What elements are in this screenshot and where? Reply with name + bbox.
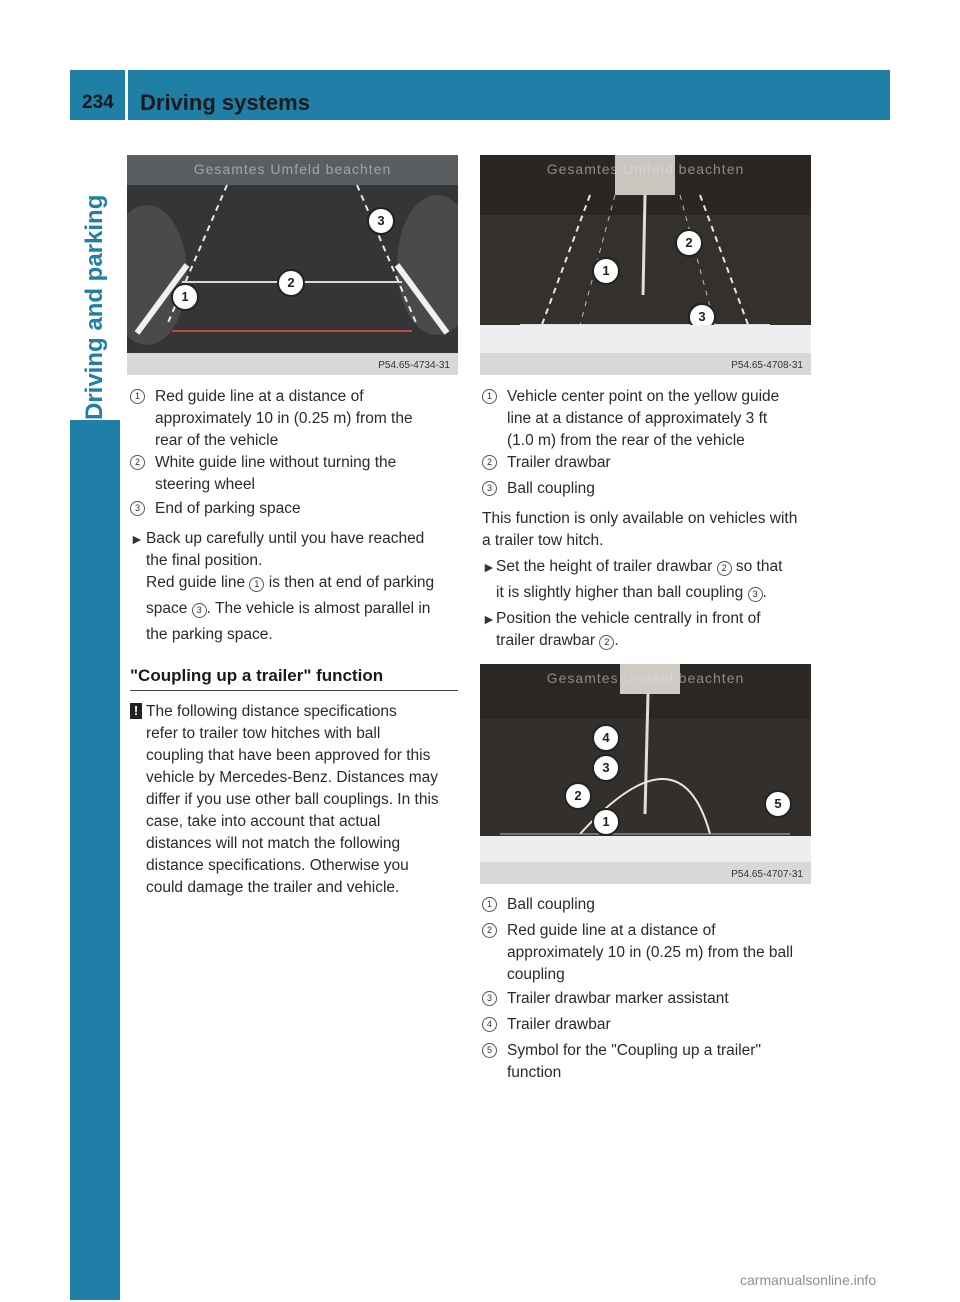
line: Trailer drawbar [507,1016,611,1033]
inline-marker: 3 [192,603,207,618]
marker-3: 3 [688,303,716,331]
item-marker: 2 [482,923,497,938]
page-number: 234 [82,92,114,113]
line: function [507,1064,562,1081]
line: Symbol for the "Coupling up a trailer" [507,1042,761,1059]
marker-3: 3 [592,754,620,782]
left-list-item-1 [130,386,460,452]
camera-toolbar [480,325,811,353]
camera-image-coupling [480,664,811,884]
line: (1.0 m) from the rear of the vehicle [507,432,745,449]
line: Red guide line 1 is then at end of parking [146,574,435,591]
footer-watermark: carmanualsonline.info [740,1272,877,1288]
line: could damage the trailer and vehicle. [146,879,400,896]
marker-2: 2 [564,782,592,810]
parking-guide-lines [127,155,458,375]
line: Vehicle center point on the yellow guide [507,388,780,405]
line: steering wheel [155,476,255,493]
line: the parking space. [146,626,273,643]
camera-toolbar [480,836,811,864]
image-caption: P54.65-4734-31 [378,360,450,371]
marker-1: 1 [592,808,620,836]
line: it is slightly higher than ball coupling 3 . [496,584,767,601]
line: distances will not match the following [146,835,401,852]
inline-marker: 2 [599,635,614,650]
section-heading: "Coupling up a trailer" function [130,666,384,685]
marker-3: 3 [367,207,395,235]
line: Position the vehicle centrally in front of [496,610,761,627]
line: vehicle by Mercedes-Benz. Distances may [146,769,439,786]
marker-2: 2 [675,229,703,257]
line: approximately 10 in (0.25 m) from the [155,410,413,427]
line: the final position. [146,552,263,569]
line: Trailer drawbar [507,454,611,471]
warning-icon: ! [130,703,142,719]
header-separator [125,70,128,120]
line: This function is only available on vehicles with [482,510,798,527]
marker-4: 4 [592,724,620,752]
line: End of parking space [155,500,301,517]
camera-image-parking [127,155,458,375]
item-marker: 3 [130,501,145,516]
marker-2: 2 [277,269,305,297]
side-tab-label: Driving and parking [81,194,108,420]
left-list-item-2 [130,452,460,496]
line: coupling [507,966,565,983]
image-caption-strip [480,353,811,375]
image-overlay-title: Gesamtes Umfeld beachten [193,161,392,177]
line: trailer drawbar 2 . [496,632,619,649]
inline-marker: 1 [249,577,264,592]
right-step-2 [482,608,817,652]
image-overlay-title: Gesamtes Umfeld beachten [546,161,745,177]
line: a trailer tow hitch. [482,532,604,549]
line: line at a distance of approximately 3 ft [507,410,768,427]
line: space 3 . The vehicle is almost parallel in [146,600,431,617]
marker-5: 5 [764,790,792,818]
line: Red guide line at a distance of [507,922,716,939]
line: differ if you use other ball couplings. In this [146,791,439,808]
line: Red guide line at a distance of [155,388,364,405]
right-list1-item-1 [482,386,812,452]
item-marker: 5 [482,1043,497,1058]
marker-1: 1 [171,283,199,311]
item-marker: 2 [130,455,145,470]
right-paragraph [482,508,817,552]
line: approximately 10 in (0.25 m) from the ball [507,944,794,961]
line: refer to trailer tow hitches with ball [146,725,381,742]
line: rear of the vehicle [155,432,279,449]
inline-marker: 2 [717,561,732,576]
line: Back up carefully until you have reached [146,530,425,547]
image-caption-strip [480,862,811,884]
line: White guide line without turning the [155,454,397,471]
line: distance specifications. Otherwise you [146,857,409,874]
line: Trailer drawbar marker assistant [507,990,729,1007]
side-tab-block [70,420,120,1300]
item-marker: 1 [482,389,497,404]
right-step-1 [482,556,817,604]
line: coupling that have been approved for this [146,747,431,764]
warning-block [130,701,460,899]
left-list-item-3 [130,498,460,520]
page-title: Driving systems [140,90,310,115]
step-arrow-icon: ► [482,559,496,575]
camera-image-trailer [480,155,811,375]
line: Set the height of trailer drawbar 2 so that [496,558,783,575]
line: The following distance specifications [146,703,397,720]
marker-1: 1 [592,257,620,285]
item-marker: 1 [130,389,145,404]
step-arrow-icon: ► [130,531,144,547]
item-marker: 4 [482,1017,497,1032]
item-marker: 1 [482,897,497,912]
item-marker: 2 [482,455,497,470]
image-overlay-title: Gesamtes Umfeld beachten [546,670,745,686]
left-step [130,528,465,646]
item-marker: 3 [482,991,497,1006]
line: Ball coupling [507,480,595,497]
line: case, take into account that actual [146,813,381,830]
image-caption-strip [127,353,458,375]
line: Ball coupling [507,896,595,913]
image-caption: P54.65-4708-31 [731,360,803,371]
image-caption: P54.65-4707-31 [731,869,803,880]
step-arrow-icon: ► [482,611,496,627]
item-marker: 3 [482,481,497,496]
section-rule [130,690,458,691]
inline-marker: 3 [748,587,763,602]
